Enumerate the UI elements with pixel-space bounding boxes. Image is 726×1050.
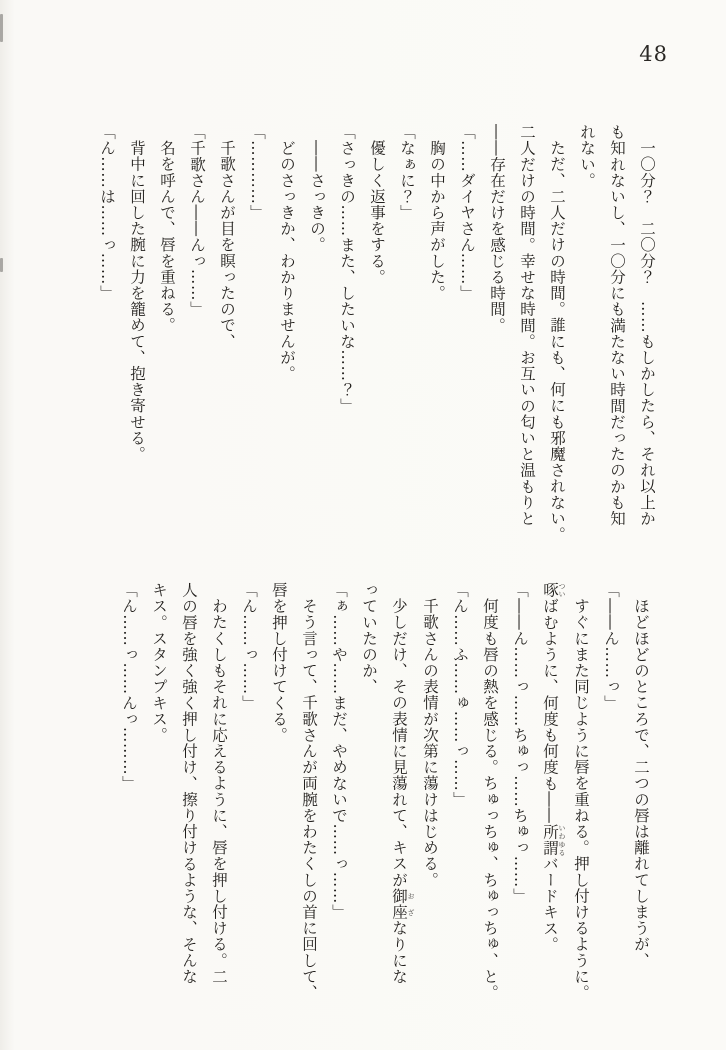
text-line: ――さっきの。 — [308, 140, 326, 253]
text-line: すぐにまた同じように唇を重ねる。押し付けるように。 — [572, 598, 590, 1001]
text-line: どのさっきか、わかりませんが。 — [278, 140, 296, 382]
lower-text-block — [114, 582, 656, 1018]
text-line: 唇を押し付けてくる。 — [270, 582, 288, 743]
text-line: 背中に回した腕に力を籠めて、抱き寄せる。 — [128, 140, 146, 462]
text-line: わたくしもそれに応えるように、唇を押し付ける。二 — [210, 598, 228, 985]
text-line: 「――ん……っ」 — [602, 582, 620, 711]
text-line: 千歌さんの表情が次第に蕩けはじめる。 — [421, 598, 439, 888]
text-line: キス。スタンプキス。 — [150, 582, 168, 743]
text-line: っていたのか、 — [360, 582, 378, 695]
furigana-annotation: 啄 つい — [541, 582, 566, 599]
furigana-annotation: 所謂 いわゆる — [541, 823, 566, 856]
text-line: ほどほどのところで、二つの唇は離れてしまうが、 — [632, 598, 650, 969]
furigana-annotation: 御座 おざ — [390, 887, 415, 921]
text-line: 少しだけ、その表情に見蕩れて、キスが御座 おざなりにな — [390, 598, 415, 985]
scan-artifact-mid — [0, 258, 3, 272]
text-line: 人の唇を強く強く押し付け、擦り付けるような、そんな — [180, 582, 198, 985]
text-line: 「千歌さん――んっ……」 — [188, 124, 206, 318]
text-line: 「さっきの……また、したいな……？」 — [338, 124, 356, 414]
text-line: 「なぁに？」 — [398, 124, 416, 221]
text-line: 「――ん……っ……ちゅっ……ちゅっ……」 — [511, 582, 529, 904]
text-line: 千歌さんが目を瞑ったので、 — [218, 140, 236, 350]
page-number: 48 — [639, 42, 668, 66]
text-line: 「……ダイヤさん……」 — [458, 124, 476, 302]
text-line: 「ん……は……っ……」 — [98, 124, 116, 302]
text-line: ただ、二人だけの時間。誰にも、何にも邪魔されない。 — [548, 140, 566, 543]
text-line: 名を呼んで、唇を重ねる。 — [158, 140, 176, 334]
text-line: 何度も唇の熱を感じる。ちゅっちゅ、ちゅっちゅ、と。 — [481, 598, 499, 1001]
text-line: 一〇分？ 二〇分？ ……もしかしたら、それ以上か — [638, 140, 656, 527]
text-line: 「…………」 — [248, 124, 266, 221]
text-line: 「ん……っ……んっ………」 — [120, 582, 138, 792]
scan-artifact-top — [0, 14, 3, 42]
text-line: ――存在だけを感じる時間。 — [488, 124, 506, 334]
upper-text-block — [92, 124, 662, 560]
text-line: 二人だけの時間。幸せな時間。お互いの匂いと温もりと — [518, 124, 536, 527]
text-line: 「ぁ……や……まだ、やめないで……っ……」 — [330, 582, 348, 921]
text-line: そう言って、千歌さんが両腕をわたくしの首に回して、 — [300, 598, 318, 1001]
text-line: 「ん……っ……」 — [240, 582, 258, 711]
text-line: も知れないし、一〇分にも満たない時間だったのかも知 — [608, 124, 626, 527]
text-line: 啄 ついばむように、何度も何度も――所謂 いわゆるバードキス。 — [541, 582, 566, 953]
text-line: 胸の中から声がした。 — [428, 140, 446, 301]
text-line: 優しく返事をする。 — [368, 140, 386, 285]
text-line: れない。 — [578, 124, 596, 189]
text-line: 「ん……ふ……ゅ……っ……」 — [451, 582, 469, 808]
